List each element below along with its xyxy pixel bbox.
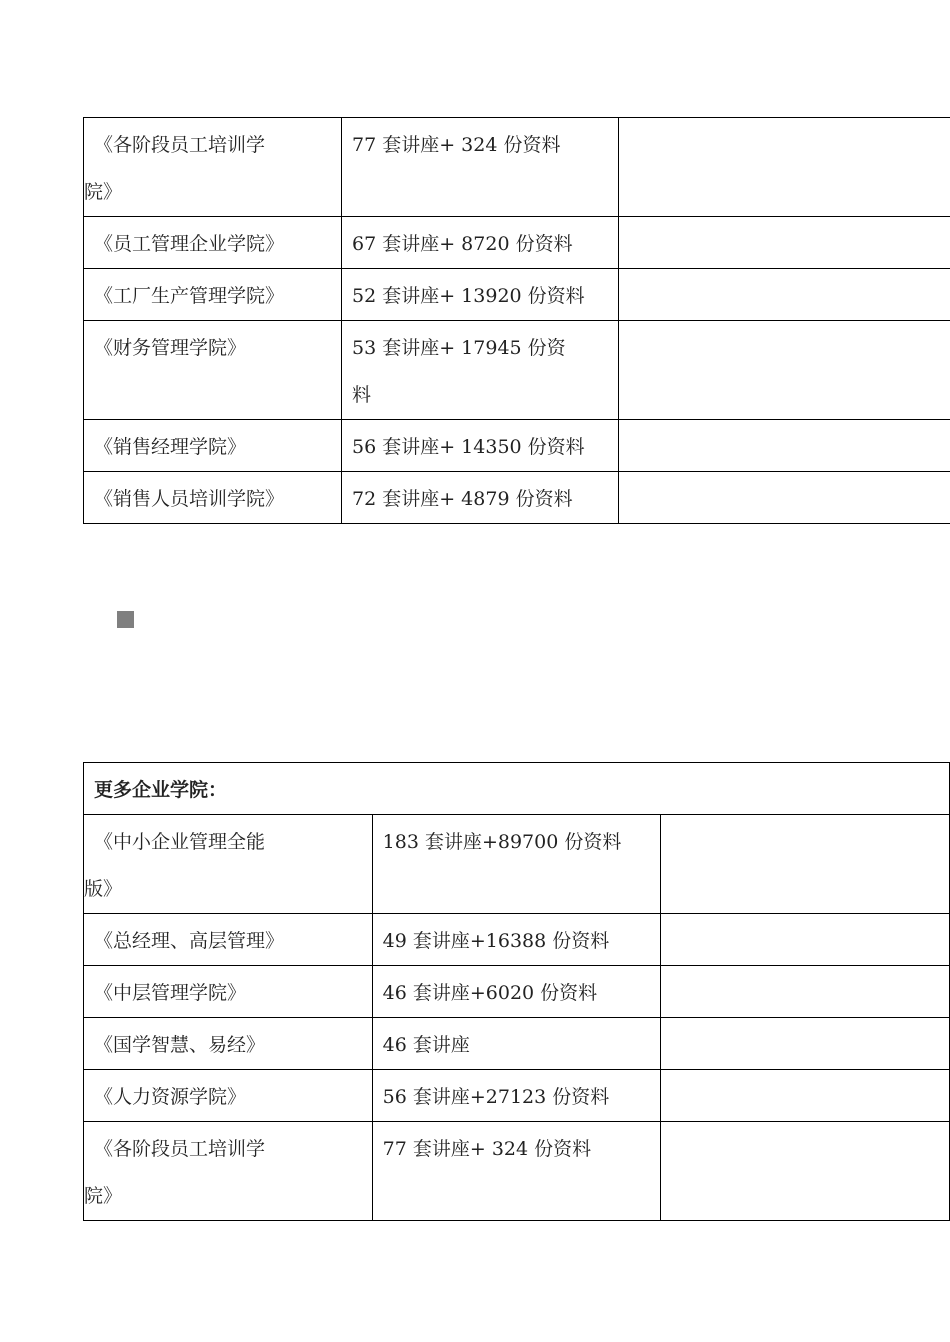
academy-name-cell (84, 1122, 373, 1221)
resource-count-cell (372, 914, 661, 966)
academy-name-cell (84, 1070, 373, 1122)
resource-count-cell (372, 1018, 661, 1070)
resource-count: 53 套讲座+ 17945 份资 (352, 337, 566, 359)
table-row (84, 815, 950, 914)
academy-name-cell (84, 118, 342, 217)
resource-count-cell (372, 815, 661, 914)
academy-name-continued: 院》 (84, 1185, 123, 1207)
academy-name: 《中层管理学院》 (94, 982, 247, 1004)
resource-count: 49 套讲座+16388 份资料 (382, 930, 610, 952)
table-row (84, 966, 950, 1018)
empty-cell (661, 815, 950, 914)
table-row (84, 217, 950, 269)
academy-name-cell (84, 914, 373, 966)
table-row (84, 1122, 950, 1221)
empty-cell (619, 118, 950, 217)
academy-name: 《各阶段员工培训学 (94, 134, 266, 156)
empty-cell (661, 1018, 950, 1070)
resource-count: 46 套讲座 (382, 1034, 470, 1056)
resource-count: 52 套讲座+ 13920 份资料 (352, 285, 585, 307)
academy-name: 《财务管理学院》 (94, 337, 247, 359)
academy-name-continued: 院》 (84, 181, 123, 203)
empty-cell (661, 966, 950, 1018)
table-row (84, 914, 950, 966)
table-row (84, 1070, 950, 1122)
academy-name-cell (84, 472, 342, 524)
table-row (84, 269, 950, 321)
academy-name: 《工厂生产管理学院》 (94, 285, 285, 307)
academy-name: 《人力资源学院》 (94, 1086, 247, 1108)
resource-count-cell (342, 321, 619, 420)
resource-count: 56 套讲座+ 14350 份资料 (352, 436, 585, 458)
table-row (84, 472, 950, 524)
resource-count-cell (342, 217, 619, 269)
table-row (84, 1018, 950, 1070)
academy-name: 《销售人员培训学院》 (94, 488, 285, 510)
academy-name: 《中小企业管理全能 (94, 831, 266, 853)
resource-count: 183 套讲座+89700 份资料 (382, 831, 622, 853)
resource-count-cell (342, 472, 619, 524)
resource-count-cell (342, 118, 619, 217)
academy-name-cell (84, 966, 373, 1018)
empty-cell (661, 914, 950, 966)
resource-count: 56 套讲座+27123 份资料 (382, 1086, 610, 1108)
resource-count-cell (372, 1070, 661, 1122)
academy-name-continued: 版》 (84, 878, 123, 900)
empty-cell (661, 1070, 950, 1122)
empty-cell (619, 321, 950, 420)
table-row (84, 420, 950, 472)
academy-name: 《国学智慧、易经》 (94, 1034, 266, 1056)
resource-count-cell (342, 269, 619, 321)
table-header-row (84, 763, 950, 815)
resource-count: 46 套讲座+6020 份资料 (382, 982, 598, 1004)
academy-name-cell (84, 269, 342, 321)
academy-name-cell (84, 217, 342, 269)
resource-count-cell (372, 966, 661, 1018)
academy-name: 《各阶段员工培训学 (94, 1138, 266, 1160)
resource-count: 72 套讲座+ 4879 份资料 (352, 488, 573, 510)
empty-cell (619, 269, 950, 321)
academy-name-cell (84, 1018, 373, 1070)
academy-name-cell (84, 815, 373, 914)
empty-cell (619, 472, 950, 524)
academy-name: 《总经理、高层管理》 (94, 930, 285, 952)
resource-count: 67 套讲座+ 8720 份资料 (352, 233, 573, 255)
table-row (84, 118, 950, 217)
resource-count-continued: 料 (352, 384, 372, 406)
academy-table-top (83, 117, 950, 524)
empty-cell (619, 420, 950, 472)
empty-cell (661, 1122, 950, 1221)
academy-name: 《员工管理企业学院》 (94, 233, 285, 255)
academy-name: 《销售经理学院》 (94, 436, 247, 458)
table-row (84, 321, 950, 420)
resource-count-cell (342, 420, 619, 472)
empty-cell (619, 217, 950, 269)
academy-name-cell (84, 321, 342, 420)
resource-count: 77 套讲座+ 324 份资料 (382, 1138, 592, 1160)
resource-count-cell (372, 1122, 661, 1221)
square-bullet-icon (117, 611, 134, 628)
academy-name-cell (84, 420, 342, 472)
table-header: 更多企业学院： (84, 763, 950, 815)
resource-count: 77 套讲座+ 324 份资料 (352, 134, 561, 156)
academy-table-bottom (83, 762, 950, 1221)
